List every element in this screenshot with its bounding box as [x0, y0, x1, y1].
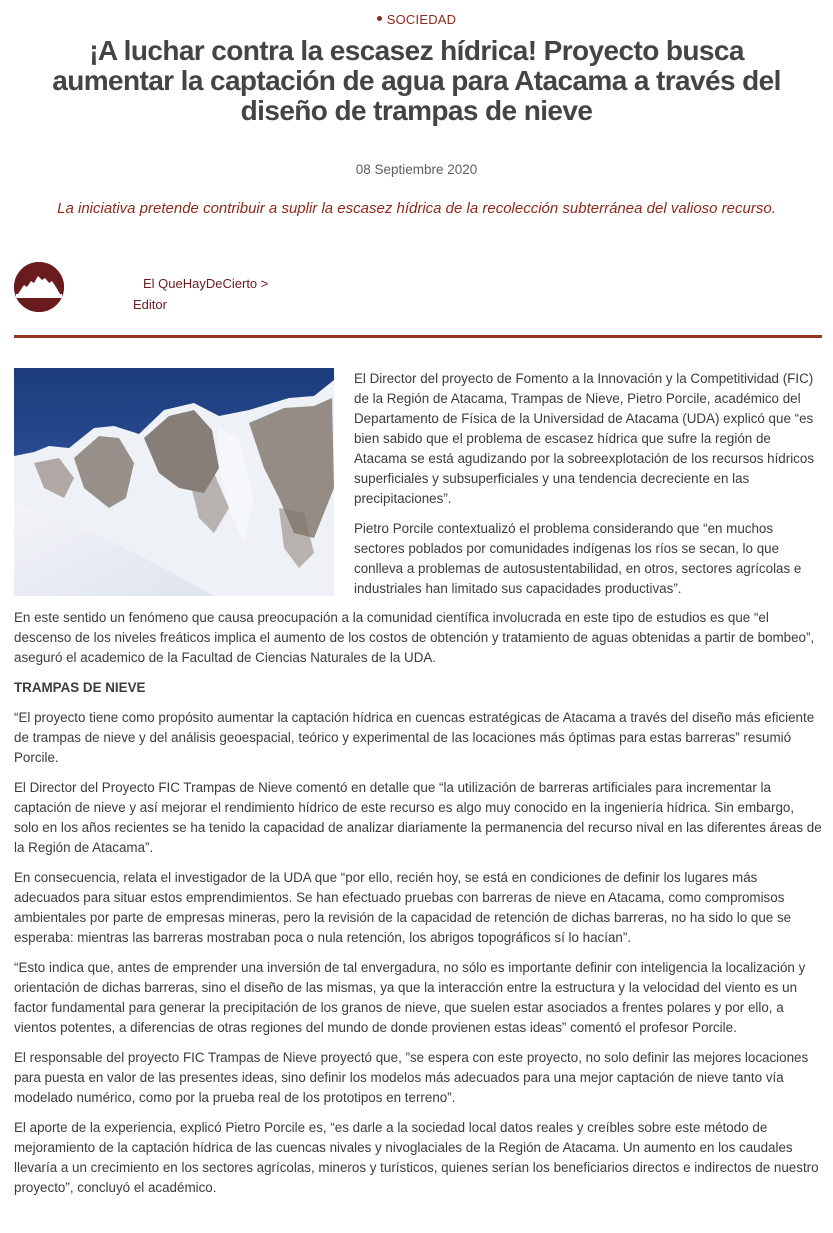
snowy-mountain-image — [14, 368, 334, 596]
article-lead: La iniciativa pretende contribuir a suplir la escasez hídrica de la recolección subterránea del valioso recurso. — [57, 200, 776, 217]
author-role: Editor — [133, 297, 167, 312]
paragraph: En consecuencia, relata el investigador de la UDA que “por ello, recién hoy, se está en condiciones de definir los lugares más adecuados para situar estos emprendimientos. Se han efectuado pruebas con barreras de nieve en Atacama, como compromisos ambientales por parte de empresas mineras, pero la revisión de la capacidad de retención de dichas barreras, no ha sido lo que se esperaba: mientras las barreras mostraban poca o nula retención, los abrigos topográficos sí lo hacían”. — [14, 870, 792, 945]
paragraph: En este sentido un fenómeno que causa preocupación a la comunidad científica involucrada en este tipo de estudios es que “el descenso de los niveles freáticos implica el aumento de los costos de obtención y tratamiento de aguas obtenidas a partir de bombeo”, aseguró el academico de la Facultad de Ciencias Naturales de la UDA. — [14, 610, 815, 665]
mountain-logo-icon — [14, 262, 64, 312]
article-photo — [14, 368, 334, 596]
header-divider — [14, 335, 822, 338]
paragraph: El Director del proyecto de Fomento a la Innovación y la Competitividad (FIC) de la Región de Atacama, Trampas de Nieve, Pietro Porcile, académico del Departamento de Física de la Universidad de Atacama (UDA) explicó que “es bien sabido que el problema de escasez hídrica que sufre la región de Atacama se está agudizando por la sobreexplotación de los recursos hídricos superficiales y subsuperficiales y una tendencia decreciente en las precipitaciones”. — [354, 371, 815, 506]
intro-side-column — [354, 369, 824, 609]
author-avatar[interactable] — [14, 262, 64, 312]
publish-date: 08 Septiembre 2020 — [355, 162, 478, 177]
paragraph: “Esto indica que, antes de emprender una inversión de tal envergadura, no sólo es importante definir con inteligencia la localización y orientación de dichas barreras, sino el diseño de las mismas, ya que la interacción entre la estructura y la velocidad del viento es un factor fundamental para generar la precipitación de los granos de nieve, que suelen estar asociados a frentes polares y por ello, a vientos potentes, a diferencias de otras regiones del mundo de donde provienen estas ideas” comentó el profesor Porcile. — [14, 960, 806, 1035]
section-subheading: TRAMPAS DE NIEVE — [14, 680, 146, 695]
article-title: ¡A luchar contra la escasez hídrica! Proyecto busca aumentar la captación de agua para Atacama a través del diseño de trampas de nieve — [52, 35, 781, 126]
paragraph: El responsable del proyecto FIC Trampas de Nieve proyectó que, ”se espera con este proyecto, no solo definir las mejores locaciones para puesta en valor de las presentes ideas, sino definir los modelos más adecuados para una mejor captación de nieve tanto vía modelado numérico, como por la prueba real de los prototipos en terreno”. — [14, 1050, 809, 1105]
category-label[interactable] — [0, 12, 833, 27]
bullet-dot-icon — [377, 16, 382, 21]
paragraph: “El proyecto tiene como propósito aumentar la captación hídrica en cuencas estratégicas de Atacama a través del diseño más eficiente de trampas de nieve y del análisis geoespacial, teórico y experimental de las locaciones más óptimas para estas barreras” resumió Porcile. — [14, 710, 815, 765]
article-body — [14, 608, 822, 1208]
author-name-link[interactable]: El QueHayDeCierto > — [143, 276, 269, 291]
paragraph: El aporte de la experiencia, explicó Pietro Porcile es, “es darle a la sociedad local datos reales y creíbles sobre este método de mejoramiento de la captación hídrica de las cuencas nivales y nivoglaciales de la Región de Atacama. Un aumento en los caudales llevaría a un crecimiento en los sectores agrícolas, mineros y turísticos, quienes serían los beneficiarios directos e indirectos de nuestro proyecto”, concluyó el académico. — [14, 1120, 819, 1195]
paragraph: El Director del Proyecto FIC Trampas de Nieve comentó en detalle que “la utilización de barreras artificiales para incrementar la captación de nieve y así mejorar el rendimiento hídrico de este recurso es algo muy conocido en la ingeniería hídrica. Sin embargo, solo en los años recientes se ha tenido la capacidad de analizar diariamente la permanencia del recurso nival en las diferentes áreas de la Región de Atacama”. — [14, 780, 822, 855]
paragraph: Pietro Porcile contextualizó el problema considerando que “en muchos sectores poblados por comunidades indígenas los ríos se secan, lo que conlleva a problemas de autosustentabilidad, en otros, sectores agrícolas e industriales han limitado sus capacidades productivas”. — [354, 521, 802, 596]
category-text[interactable]: SOCIEDAD — [386, 12, 457, 27]
